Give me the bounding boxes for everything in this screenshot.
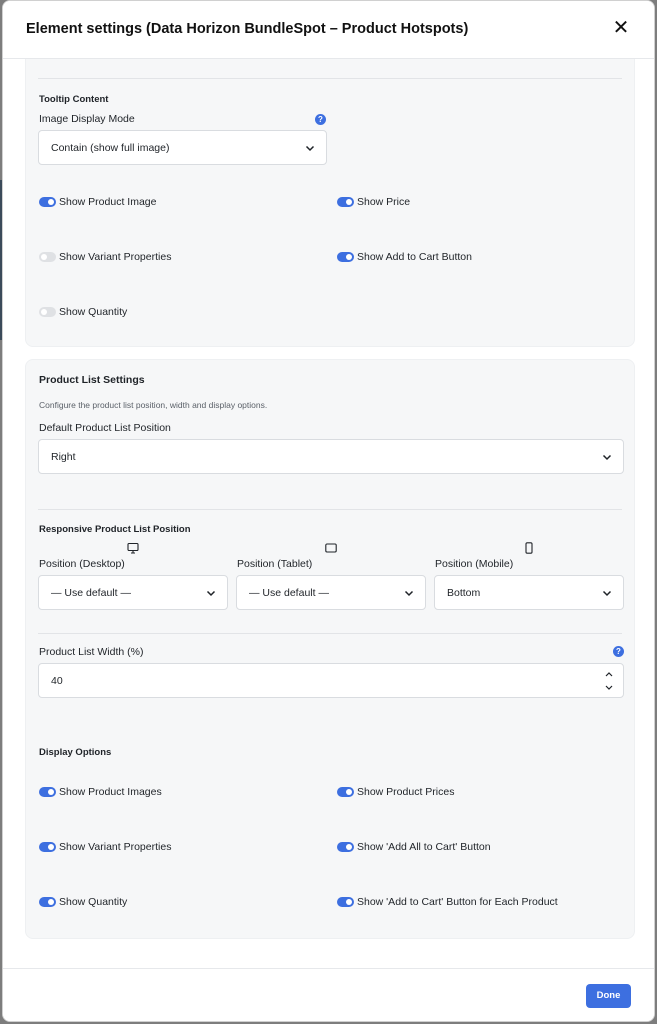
default-position-select[interactable] [38, 439, 624, 474]
display-options-heading: Display Options [39, 747, 112, 758]
toggle-label: Show 'Add to Cart' Button for Each Product [357, 896, 558, 908]
chevron-down-icon [601, 587, 613, 599]
chevron-down-icon [205, 587, 217, 599]
product-list-width-input[interactable] [38, 663, 624, 698]
help-icon[interactable]: ? [315, 114, 326, 125]
toggle-label: Show Quantity [59, 306, 128, 318]
tablet-position-value: — Use default — [249, 587, 329, 599]
desktop-position-select[interactable] [38, 575, 228, 610]
default-position-value: Right [51, 451, 76, 463]
toggle-switch[interactable] [337, 787, 354, 797]
modal-footer [3, 968, 654, 1021]
toggle-label: Show Quantity [59, 896, 128, 908]
toggle-switch[interactable] [39, 787, 56, 797]
toggle-switch[interactable] [39, 307, 56, 317]
mobile-icon [523, 542, 535, 554]
image-display-mode-select[interactable] [38, 130, 327, 165]
image-display-mode-label: Image Display Mode [39, 113, 135, 125]
toggle-switch[interactable] [39, 252, 56, 262]
product-list-settings-heading: Product List Settings [39, 374, 145, 386]
toggle-label: Show Variant Properties [59, 251, 172, 263]
product-list-settings-section [25, 359, 635, 939]
toggle-label: Show Add to Cart Button [357, 251, 472, 263]
chevron-down-icon [601, 451, 613, 463]
toggle-label: Show Price [357, 196, 411, 208]
toggle-switch[interactable] [337, 842, 354, 852]
toggle-switch[interactable] [337, 897, 354, 907]
done-button[interactable]: Done [586, 984, 631, 1008]
toggle-label: Show 'Add All to Cart' Button [357, 841, 491, 853]
chevron-down-icon [403, 587, 415, 599]
toggle-label: Show Variant Properties [59, 841, 172, 853]
divider [38, 633, 622, 634]
tablet-position-label: Position (Tablet) [237, 558, 313, 570]
tooltip-content-section [25, 59, 635, 347]
toggle-label: Show Product Prices [357, 786, 455, 798]
desktop-position-label: Position (Desktop) [39, 558, 125, 570]
stepper-icon[interactable] [603, 668, 615, 694]
product-list-width-value: 40 [51, 675, 63, 687]
help-icon[interactable]: ? [613, 646, 624, 657]
responsive-heading: Responsive Product List Position [39, 524, 191, 535]
image-display-mode-value: Contain (show full image) [51, 142, 170, 154]
tooltip-content-heading: Tooltip Content [39, 94, 109, 105]
toggle-label: Show Product Images [59, 786, 162, 798]
toggle-switch[interactable] [39, 197, 56, 207]
toggle-switch[interactable] [337, 252, 354, 262]
divider [38, 78, 622, 79]
chevron-down-icon [304, 142, 316, 154]
default-position-label: Default Product List Position [39, 422, 171, 434]
tablet-position-select[interactable] [236, 575, 426, 610]
divider [38, 509, 622, 510]
modal-header [3, 1, 654, 59]
desktop-position-value: — Use default — [51, 587, 131, 599]
mobile-position-label: Position (Mobile) [435, 558, 514, 570]
modal-body[interactable] [3, 59, 654, 971]
toggle-switch[interactable] [337, 197, 354, 207]
tablet-icon [325, 542, 337, 554]
close-icon[interactable]: ✕ [612, 17, 630, 39]
product-list-width-label: Product List Width (%) [39, 646, 144, 658]
mobile-position-select[interactable] [434, 575, 624, 610]
element-settings-modal [2, 0, 655, 1022]
modal-title: Element settings (Data Horizon BundleSpot – Product Hotspots) [26, 21, 469, 37]
product-list-description: Configure the product list position, width and display options. [39, 400, 268, 410]
desktop-icon [127, 542, 139, 554]
toggle-switch[interactable] [39, 897, 56, 907]
toggle-label: Show Product Image [59, 196, 157, 208]
toggle-switch[interactable] [39, 842, 56, 852]
mobile-position-value: Bottom [447, 587, 481, 599]
